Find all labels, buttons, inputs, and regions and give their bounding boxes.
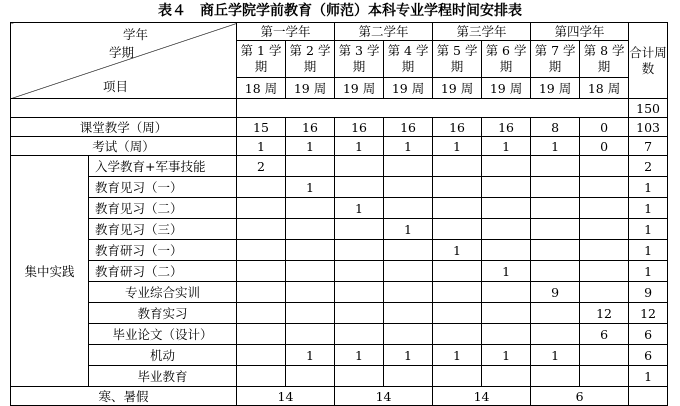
row-total: 1: [629, 177, 668, 198]
row-total: 9: [629, 282, 668, 303]
row-total: 7: [629, 137, 668, 156]
row-total: 6: [629, 324, 668, 345]
cell: [580, 156, 629, 177]
header-item-label: 项目: [103, 79, 129, 94]
cell: [384, 282, 433, 303]
cell: [433, 219, 482, 240]
row-total: 1: [629, 219, 668, 240]
cell: [482, 219, 531, 240]
cell: [531, 366, 580, 387]
row-total: 2: [629, 156, 668, 177]
row-total: 1: [629, 198, 668, 219]
cell: [433, 282, 482, 303]
cell: 6: [580, 324, 629, 345]
cell: 14: [433, 387, 531, 406]
cell: 14: [335, 387, 433, 406]
row-total: 103: [629, 118, 668, 137]
practice-rows: [11, 156, 668, 387]
cell: [482, 303, 531, 324]
row-label-classroom: 课堂教学（周）: [11, 118, 237, 137]
semester-3: 第 3 学期: [335, 41, 384, 78]
cell: [580, 345, 629, 366]
cell: [237, 177, 286, 198]
cell: [580, 177, 629, 198]
table-row-exam: [11, 137, 668, 156]
row-total: 1: [629, 240, 668, 261]
cell: [384, 156, 433, 177]
weeks-1: 18 周: [237, 78, 286, 99]
cell: 1: [384, 345, 433, 366]
cell: [237, 282, 286, 303]
cell: [384, 261, 433, 282]
cell: [384, 366, 433, 387]
table-row-practice: [11, 219, 668, 240]
header-year-label: 学年: [122, 27, 148, 42]
weeks-total: 150: [629, 99, 668, 118]
cell: [286, 219, 335, 240]
diagonal-header-cell: [11, 23, 237, 99]
cell: 16: [384, 118, 433, 137]
table-row-practice: [11, 198, 668, 219]
table-row-practice: [11, 366, 668, 387]
cell: [482, 366, 531, 387]
table-row-practice: [11, 345, 668, 366]
cell: 1: [335, 345, 384, 366]
row-total: [629, 387, 668, 406]
table-row-practice: [11, 303, 668, 324]
cell: [237, 198, 286, 219]
cell: [433, 261, 482, 282]
cell: [237, 261, 286, 282]
cell: [335, 324, 384, 345]
row-label: 专业综合实训: [89, 282, 237, 303]
cell: [433, 366, 482, 387]
cell: 2: [237, 156, 286, 177]
cell: [531, 303, 580, 324]
cell: 15: [237, 118, 286, 137]
cell: [335, 240, 384, 261]
cell: [433, 303, 482, 324]
cell: 6: [531, 387, 629, 406]
table-row-vacation: [11, 387, 668, 406]
row-label: 毕业教育: [89, 366, 237, 387]
cell: [580, 261, 629, 282]
weeks-2: 19 周: [286, 78, 335, 99]
semester-6: 第 6 学期: [482, 41, 531, 78]
table-row-practice: [11, 177, 668, 198]
cell: 1: [531, 345, 580, 366]
cell: [286, 324, 335, 345]
cell: [482, 240, 531, 261]
weeks-3: 19 周: [335, 78, 384, 99]
cell: [580, 240, 629, 261]
cell: 1: [335, 198, 384, 219]
cell: 1: [286, 345, 335, 366]
cell: [384, 198, 433, 219]
cell: 1: [286, 137, 335, 156]
weeks-7: 19 周: [531, 78, 580, 99]
cell: [237, 345, 286, 366]
cell: 16: [335, 118, 384, 137]
cell: [384, 303, 433, 324]
semester-5: 第 5 学期: [433, 41, 482, 78]
table-row-practice: [11, 240, 668, 261]
cell: 1: [433, 345, 482, 366]
cell: [433, 177, 482, 198]
table-row-practice: [11, 156, 668, 177]
cell: 8: [531, 118, 580, 137]
total-weeks-header: 合计周数: [629, 23, 668, 99]
cell: [335, 303, 384, 324]
row-label: 机动: [89, 345, 237, 366]
cell: [237, 324, 286, 345]
weeks-5: 19 周: [433, 78, 482, 99]
table-row-practice: [11, 324, 668, 345]
cell: [286, 240, 335, 261]
semester-2: 第 2 学期: [286, 41, 335, 78]
cell: [335, 366, 384, 387]
cell: [286, 282, 335, 303]
cell: 1: [531, 137, 580, 156]
row-label: 教育见习（二）: [89, 198, 237, 219]
cell: 16: [482, 118, 531, 137]
row-total: 6: [629, 345, 668, 366]
weeks-4: 19 周: [384, 78, 433, 99]
row-label: 教育见习（三）: [89, 219, 237, 240]
cell: [580, 282, 629, 303]
row-label: 教育见习（一）: [89, 177, 237, 198]
row-label: 教育研习（一）: [89, 240, 237, 261]
cell: [335, 156, 384, 177]
cell: 0: [580, 118, 629, 137]
cell: [286, 366, 335, 387]
cell: [286, 261, 335, 282]
cell: 16: [433, 118, 482, 137]
cell: 1: [384, 137, 433, 156]
cell: 1: [482, 261, 531, 282]
header-term-label: 学期: [109, 45, 135, 60]
cell: [531, 198, 580, 219]
cell: [531, 261, 580, 282]
cell: 1: [433, 137, 482, 156]
cell: [580, 219, 629, 240]
semester-4: 第 4 学期: [384, 41, 433, 78]
semester-1: 第 1 学期: [237, 41, 286, 78]
semester-8: 第 8 学期: [580, 41, 629, 78]
cell: [286, 198, 335, 219]
row-total: 1: [629, 261, 668, 282]
cell: [433, 324, 482, 345]
row-total: 12: [629, 303, 668, 324]
cell: [237, 219, 286, 240]
cell: 1: [286, 177, 335, 198]
cell: [482, 198, 531, 219]
table-caption: 表４ 商丘学院学前教育（师范）本科专业学程时间安排表: [158, 3, 522, 19]
weeks-8: 18 周: [580, 78, 629, 99]
cell: [531, 219, 580, 240]
row-label-vacation: 寒、暑假: [11, 387, 237, 406]
row-group-label: 集中实践: [11, 156, 89, 387]
row-label: 入学教育+军事技能: [89, 156, 237, 177]
cell: [237, 240, 286, 261]
cell: [237, 303, 286, 324]
cell: 1: [482, 137, 531, 156]
cell: [531, 177, 580, 198]
cell: [384, 324, 433, 345]
weeks-6: 19 周: [482, 78, 531, 99]
cell: 1: [384, 219, 433, 240]
cell: 0: [580, 137, 629, 156]
cell: [482, 177, 531, 198]
table-row-practice: [11, 261, 668, 282]
cell: [433, 198, 482, 219]
year-1: 第一学年: [237, 23, 335, 41]
cell: 1: [335, 137, 384, 156]
cell: [482, 282, 531, 303]
year-3: 第三学年: [433, 23, 531, 41]
cell: [335, 177, 384, 198]
cell: 14: [237, 387, 335, 406]
cell: [384, 177, 433, 198]
cell: [531, 324, 580, 345]
cell: [580, 366, 629, 387]
cell: [580, 198, 629, 219]
cell: 9: [531, 282, 580, 303]
row-label: 教育研习（二）: [89, 261, 237, 282]
cell: 1: [482, 345, 531, 366]
cell: [335, 282, 384, 303]
cell: [335, 261, 384, 282]
cell: [482, 156, 531, 177]
cell: 1: [433, 240, 482, 261]
row-label-exam: 考试（周）: [11, 137, 237, 156]
row-total: 1: [629, 366, 668, 387]
row-label: 毕业论文（设计）: [89, 324, 237, 345]
table-row-classroom: [11, 118, 668, 137]
cell: 16: [286, 118, 335, 137]
schedule-table: [10, 22, 668, 406]
semester-7: 第 7 学期: [531, 41, 580, 78]
cell: [237, 366, 286, 387]
cell: [286, 303, 335, 324]
year-4: 第四学年: [531, 23, 629, 41]
cell: 12: [580, 303, 629, 324]
cell: [531, 240, 580, 261]
table-row-practice: [11, 282, 668, 303]
cell: 1: [237, 137, 286, 156]
cell: [286, 156, 335, 177]
cell: [531, 156, 580, 177]
cell: [482, 324, 531, 345]
row-label: 教育实习: [89, 303, 237, 324]
header-year-row: [11, 23, 668, 41]
cell: [433, 156, 482, 177]
cell: [384, 240, 433, 261]
year-2: 第二学年: [335, 23, 433, 41]
header-weeks-total-row: [11, 99, 668, 118]
cell: [335, 219, 384, 240]
